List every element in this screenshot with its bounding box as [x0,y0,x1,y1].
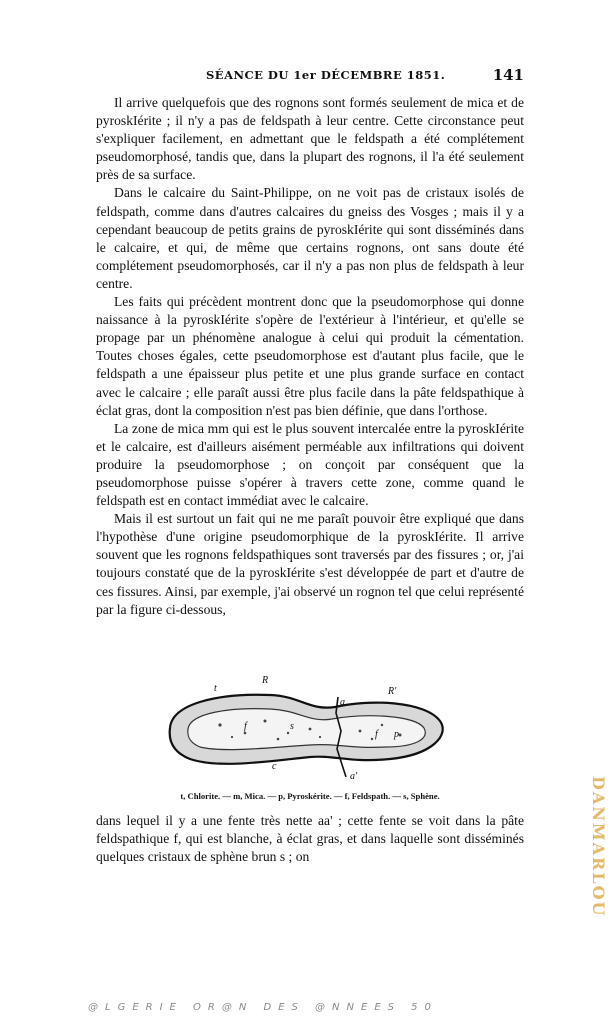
label-c: c [272,761,277,772]
paragraph: Dans le calcaire du Saint-Philippe, on ne voit pas de cristaux isolés de feldspath, comme dans d'autres calcaires du gneiss des Vosges ; mais il y a cependant beaucoup de petits grains de pyroskIérite qui sont disséminés dans le calcaire, et qui, de même que certains rognons, ont sans doute été complétement pseudomorphosés, car il n'y a pas non plus de feldspath à leur centre. [96,185,524,291]
label-p: p [394,729,399,740]
header-title: SÉANCE DU 1er DÉCEMBRE 1851. [206,68,446,82]
label-a-prime: a' [350,771,358,782]
label-R: R [262,675,269,686]
running-header [96,66,524,86]
body-text [96,94,524,619]
label-a: a [340,697,345,708]
figure-caption: t, Chlorite. — m, Mica. — p, Pyroskérite. — f, Feldspath. — s, Sphène. [180,791,440,801]
paragraph: La zone de mica mm qui est le plus souvent intercalée entre la pyroskIérite et le calcaire, est d'ailleurs aisément perméable aux infiltrations qui doivent produire la pseudomorphose ; on conçoit par conséquent que la pseudomorphose puisse s'opérer à travers cette zone, comme quand le feldspath est en contact immédiat avec le calcaire. [96,420,524,509]
paragraph: Il arrive quelquefois que des rognons sont formés seulement de mica et de pyroskIérite ; il n'y a pas de feldspath à leur centre. Cette circonstance peut s'expliquer facilement, en admettant que le feldspath a été complétement pseudomorphosé, tandis que, dans la plupart des rognons, il l'a été seulement près de sa surface. [96,95,524,183]
label-f-right: f [375,729,378,740]
label-t: t [214,683,217,694]
paragraph: dans lequel il y a une fente très nette aa' ; cette fente se voit dans la pâte feldspathique f, qui est blanche, à éclat gras, et dans laquelle sont disséminés quelques cristaux de sphène brun s ; on [96,813,524,865]
nodule-figure [160,673,450,785]
paragraph: Les faits qui précèdent montrent donc que la pseudomorphose qui donne naissance à la pyroskIérite s'opère de l'extérieur à l'intérieur, et qu'elle se propage par un phénomène analogue à celui qui produit la cémentation. Toutes choses égales, cette pseudomorphose est d'autant plus facile, que le feldspath a une épaisseur plus petite et une plus grande surface en contact avec le calcaire ; elle paraît aussi être plus facile dans la pâte feldspathique à éclat gras, dont la composition n'est pas bien définie, que dans l'orthose. [96,294,524,418]
label-s: s [290,721,294,732]
side-watermark: DANMARLOU [589,776,608,918]
footer-watermark: @LGERIE OR@N DES @NNEES 50 [88,1002,438,1013]
page-number: 141 [492,66,524,84]
label-f-left: f [244,721,247,732]
label-R-prime: R' [388,686,397,697]
continuation-text [96,812,524,866]
nodule-illustration [160,673,450,785]
paragraph: Mais il est surtout un fait qui ne me paraît pouvoir être expliqué que dans l'hypothèse d'une origine pseudomorphique de la pyroskIérite. Il arrive souvent que les rognons feldspathiques sont traversés par des fissures ; or, j'ai toujours constaté que de la pyroskIérite s'est développée de part et d'autre de ces fissures. Ainsi, par exemple, j'ai observé un rognon tel que celui représenté par la figure ci-dessous, [96,511,524,617]
